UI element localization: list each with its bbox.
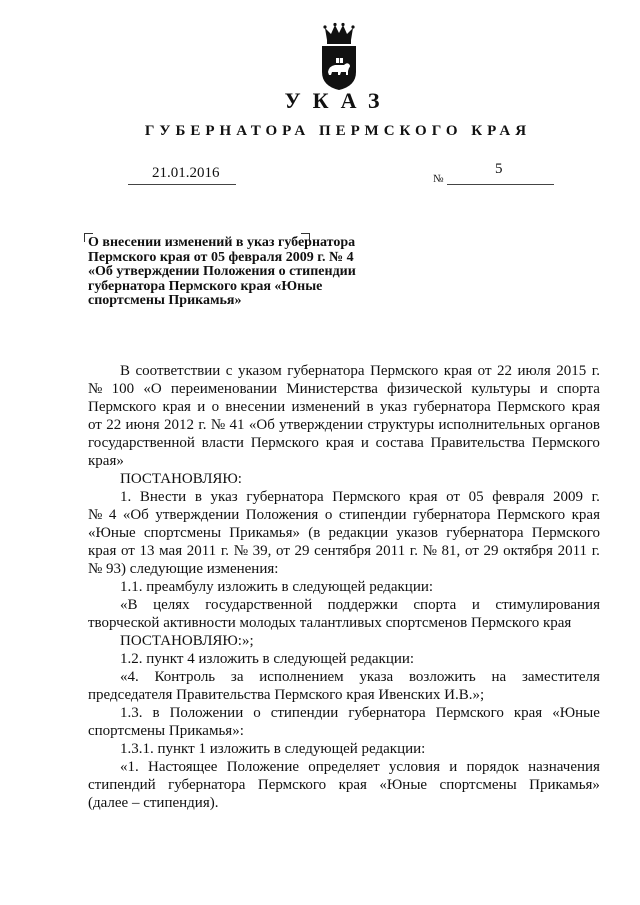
body-word: губернатора (446, 525, 524, 541)
body-word: губернатора (287, 363, 365, 379)
body-word: указ (210, 489, 238, 505)
body-word: края (409, 489, 438, 505)
document-type-title: УКАЗ (284, 88, 392, 113)
body-word: Пермского (531, 435, 600, 451)
body-word: условия (388, 759, 441, 775)
number-underline (447, 184, 554, 185)
body-word: переименовании (170, 381, 278, 397)
body-word: «Юные (379, 777, 428, 793)
body-word: в (194, 489, 202, 505)
body-word: состава (375, 435, 424, 451)
body-word: края (571, 399, 600, 415)
body-word: определяет (308, 759, 380, 775)
body-word: края (88, 543, 117, 559)
body-word: края (443, 363, 473, 379)
body-word: Пермского (531, 525, 600, 541)
body-word: указов (396, 525, 438, 541)
body-word: назначения (528, 759, 600, 775)
body-word: Положение (226, 759, 300, 775)
document-subject (88, 236, 388, 309)
body-word: культуры (471, 381, 531, 397)
body-word: поддержки (327, 597, 398, 613)
body-word: Контроль (154, 669, 216, 685)
body-word: губернатора (246, 489, 324, 505)
body-word: государственной (88, 435, 195, 451)
body-word: с (225, 363, 233, 379)
body-word: Министерства (286, 381, 378, 397)
body-word: стипендии (270, 705, 339, 721)
body-word: октября (503, 543, 553, 559)
body-line (88, 416, 600, 434)
body-line (88, 524, 600, 542)
subject-line: губернатора Пермского края «Юные (88, 278, 323, 294)
body-word: структуры (367, 417, 435, 433)
body-word: № (233, 543, 248, 559)
body-line (88, 668, 600, 686)
body-word: в (366, 399, 374, 415)
body-line (88, 362, 600, 380)
body-word: № (88, 381, 103, 397)
body-word: 22 (106, 417, 122, 433)
document-body (88, 362, 600, 812)
body-word: от (477, 363, 492, 379)
body-line: творческой активности молодых талантливых спортсменов Пермского края (88, 615, 572, 631)
body-word: июля (517, 363, 551, 379)
body-line: 1.2. пункт 4 изложить в следующей редакции: (120, 651, 415, 667)
body-word: исполнением (259, 669, 344, 685)
body-word: края (325, 435, 355, 451)
body-word: г. (409, 543, 418, 559)
body-word: внесении (225, 399, 286, 415)
body-word: Пермского (370, 363, 439, 379)
subject-line: О внесении изменений в указ губернатора (88, 235, 356, 250)
body-word: на (491, 669, 507, 685)
body-word: от (276, 543, 290, 559)
body-word: утверждении (155, 507, 240, 523)
body-line (88, 542, 600, 560)
body-word: Пермского (496, 507, 566, 523)
body-word: 1. (120, 489, 132, 505)
body-word: г. (198, 417, 207, 433)
body-word: и (197, 399, 206, 415)
body-word: февраля (492, 489, 545, 505)
body-word: целях (153, 597, 190, 613)
body-word: Пермского (332, 489, 401, 505)
body-word: «Юные (88, 525, 136, 541)
body-word: 39, (252, 543, 272, 559)
body-line (88, 758, 600, 776)
body-word: Прикамья» (529, 777, 600, 793)
document-date: 21.01.2016 (152, 165, 220, 181)
body-line (88, 506, 600, 524)
body-word: возложить (408, 669, 476, 685)
body-word: 2012 (164, 417, 195, 433)
body-word: «В (120, 597, 138, 613)
body-word: Положения (245, 507, 319, 523)
body-word: от (464, 543, 479, 559)
body-word: «О (143, 381, 162, 397)
body-word: В (120, 363, 131, 379)
date-underline (128, 184, 236, 185)
body-word: г. (220, 543, 230, 559)
body-word: края (338, 777, 367, 793)
body-line (88, 398, 600, 416)
body-word: указ (379, 399, 408, 415)
body-word: края (162, 399, 191, 415)
body-line (88, 704, 600, 722)
body-word: 2011 (557, 543, 588, 559)
body-word: Внести (139, 489, 187, 505)
body-word: (в (308, 525, 321, 541)
body-word: указом (237, 363, 282, 379)
body-word: органов (549, 417, 600, 433)
body-word: власти (201, 435, 244, 451)
body-line: 1.3.1. пункт 1 изложить в следующей редакции: (120, 741, 426, 757)
body-word: 2009 (553, 489, 583, 505)
body-word: от (121, 543, 135, 559)
body-word: Пермского (435, 705, 504, 721)
body-word: от (88, 417, 102, 433)
body-word: «Об (248, 417, 275, 433)
body-word: 41 (229, 417, 245, 433)
body-line: спортсмены Прикамья»: (88, 723, 244, 739)
body-word: и (449, 759, 458, 775)
body-line (88, 596, 600, 614)
body-word: редакции (328, 525, 389, 541)
body-word: г. (591, 363, 600, 379)
body-word: № (422, 543, 437, 559)
body-line (88, 380, 600, 398)
body-line: ПОСТАНОВЛЯЮ:»; (120, 633, 254, 649)
body-word: губернатора (168, 777, 246, 793)
body-line-decree: ПОСТАНОВЛЯЮ: (120, 471, 242, 487)
body-line: края» (88, 453, 124, 469)
body-word: «4. (120, 669, 139, 685)
body-word: Пермского (88, 399, 157, 415)
body-word: «1. (120, 759, 139, 775)
body-word: спортсмены (143, 525, 222, 541)
body-word: г. (591, 543, 600, 559)
body-line (88, 488, 600, 506)
body-word: губернатора (413, 507, 491, 523)
body-word: губернатора (348, 705, 426, 721)
body-word: 100 (111, 381, 135, 397)
body-word: о (253, 705, 261, 721)
body-word: г. (591, 489, 600, 505)
body-line (88, 776, 600, 794)
body-word: указа (359, 669, 394, 685)
number-label: № (433, 173, 444, 185)
body-word: 05 (468, 489, 484, 505)
body-word: физической (387, 381, 463, 397)
body-word: 22 (497, 363, 513, 379)
body-line: председателя Правительства Пермского края Ивенских И.В.»; (88, 687, 485, 703)
body-word: «Юные (552, 705, 600, 721)
body-word: № (210, 417, 226, 433)
body-word: № (88, 507, 103, 523)
body-word: стипендии (338, 507, 407, 523)
subject-line: «Об утверждении Положения о стипендии (88, 264, 356, 279)
body-line: № 93) следующие изменения: (88, 561, 279, 577)
subject-line: Пермского края от 05 февраля 2009 г. № 4 (88, 249, 354, 265)
body-word: изменений (291, 399, 361, 415)
body-word: «Об (122, 507, 149, 523)
body-word: стипендий (88, 777, 156, 793)
body-word: Пермского (497, 399, 566, 415)
body-word: Настоящее (147, 759, 218, 775)
body-word: о (324, 507, 333, 523)
body-word: и (539, 381, 548, 397)
body-line: (далее – стипендия). (88, 795, 219, 811)
body-word: мая (159, 543, 183, 559)
body-word: 29 (294, 543, 310, 559)
body-word: в (152, 705, 160, 721)
body-word: сентября (314, 543, 371, 559)
body-word: спортсмены (439, 777, 517, 793)
body-word: Пермского (250, 435, 319, 451)
body-word: Пермского (257, 777, 327, 793)
body-word: 2015 (556, 363, 587, 379)
body-word: заместителя (521, 669, 600, 685)
body-word: 13 (139, 543, 155, 559)
body-word: края (513, 705, 543, 721)
coat-of-arms-icon (319, 22, 359, 92)
body-line (88, 434, 600, 452)
body-word: соответствии (135, 363, 221, 379)
body-word: губернатора (413, 399, 491, 415)
body-word: июня (125, 417, 160, 433)
body-word: от (446, 489, 460, 505)
body-word: утверждении (279, 417, 364, 433)
body-word: Положении (169, 705, 244, 721)
document-number: 5 (495, 161, 503, 177)
body-word: о (211, 399, 220, 415)
body-word: спорта (413, 597, 457, 613)
body-word: за (230, 669, 244, 685)
body-word: 81, (441, 543, 461, 559)
body-word: и (471, 597, 480, 613)
body-word: 2011 (375, 543, 406, 559)
body-word: порядок (466, 759, 519, 775)
body-word: 1.3. (120, 705, 143, 721)
subject-line: спортсмены Прикамья» (88, 293, 242, 308)
body-word: Правительства (430, 435, 525, 451)
issuer-title: ГУБЕРНАТОРА ПЕРМСКОГО КРАЯ (144, 123, 532, 139)
body-word: исполнительных (438, 417, 546, 433)
body-line: 1.1. преамбулу изложить в следующей редакции: (120, 579, 434, 595)
body-word: 29 (483, 543, 499, 559)
body-word: 2011 (186, 543, 217, 559)
body-word: спорта (557, 381, 600, 397)
body-word: края (571, 507, 600, 523)
body-word: государственной (205, 597, 313, 613)
body-word: Прикамья» (229, 525, 301, 541)
body-word: и (360, 435, 369, 451)
body-word: 4 (108, 507, 117, 523)
body-word: стимулирования (495, 597, 600, 613)
